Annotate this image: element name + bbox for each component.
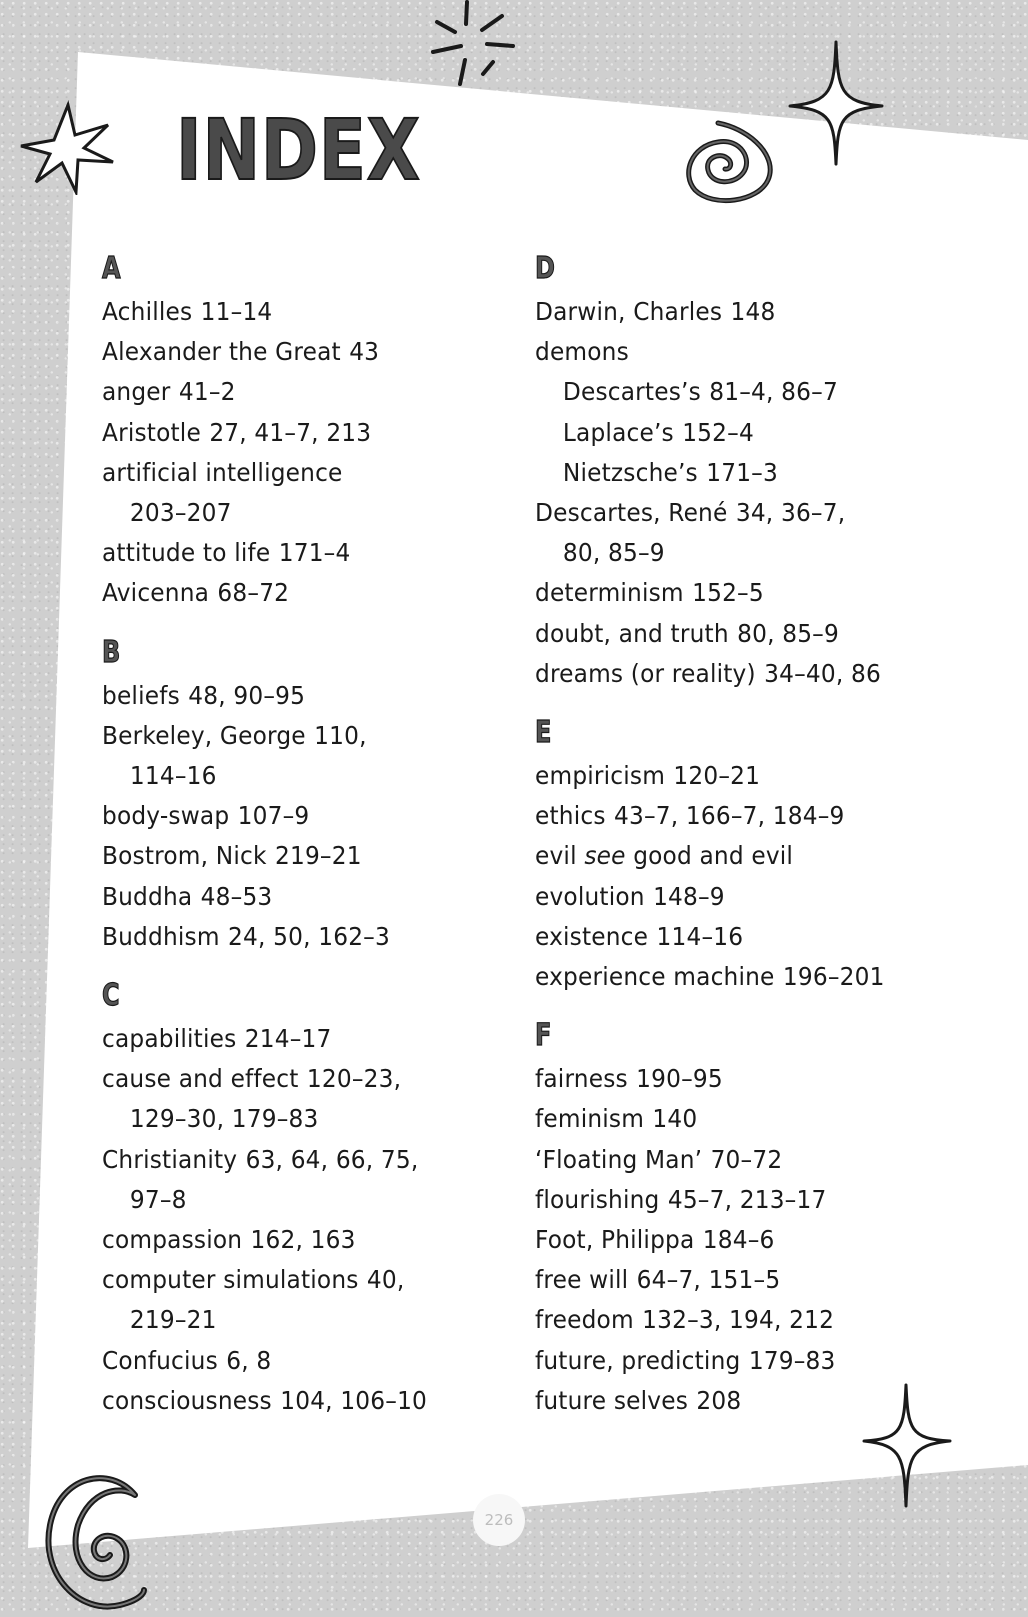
index-entry-continuation: 219–21 xyxy=(129,1305,217,1335)
index-entry-continuation: 129–30, 179–83 xyxy=(129,1104,319,1134)
index-entry-continuation: 203–207 xyxy=(129,498,232,528)
index-entry: demons xyxy=(535,337,629,367)
index-entry: Foot, Philippa 184–6 xyxy=(535,1225,775,1255)
index-column-right xyxy=(535,250,955,1441)
index-subentry: Laplace’s 152–4 xyxy=(562,417,754,447)
index-entry: existence 114–16 xyxy=(535,921,744,951)
section-letter: D xyxy=(535,251,555,286)
index-subentry: Descartes’s 81–4, 86–7 xyxy=(562,377,838,407)
index-entry: artificial intelligence xyxy=(102,457,343,487)
page-number: 226 xyxy=(484,1511,514,1529)
index-entry: dreams (or reality) 34–40, 86 xyxy=(535,658,881,688)
spiral-icon xyxy=(40,1465,150,1617)
index-entry: Confucius 6, 8 xyxy=(102,1345,272,1375)
index-entry: free will 64–7, 151–5 xyxy=(535,1265,781,1295)
index-entry-cross-reference: evil see good and evil xyxy=(535,841,794,871)
index-entry: beliefs 48, 90–95 xyxy=(102,680,306,710)
section-letter: E xyxy=(535,715,552,751)
index-entry: future, predicting 179–83 xyxy=(535,1345,836,1375)
index-section-d xyxy=(535,250,955,694)
index-section-b xyxy=(102,634,522,957)
page-title: INDEX xyxy=(176,101,421,199)
index-entry: computer simulations 40, xyxy=(102,1265,405,1295)
index-section-c xyxy=(102,977,522,1421)
index-entry: cause and effect 120–23, xyxy=(102,1064,402,1094)
index-entry: Buddha 48–53 xyxy=(102,881,273,911)
see-reference: see xyxy=(584,841,626,871)
section-letter: F xyxy=(535,1018,552,1054)
index-section-f xyxy=(535,1017,955,1421)
index-entry: determinism 152–5 xyxy=(535,578,764,608)
index-entry: doubt, and truth 80, 85–9 xyxy=(535,618,839,648)
index-entry: Avicenna 68–72 xyxy=(102,578,290,608)
index-entry: future selves 208 xyxy=(535,1385,742,1415)
index-entry-continuation: 114–16 xyxy=(129,761,217,791)
index-entry: Descartes, René 34, 36–7, xyxy=(535,498,846,528)
index-entry: Christianity 63, 64, 66, 75, xyxy=(102,1144,419,1174)
index-entry: Alexander the Great 43 xyxy=(102,337,380,367)
index-entry-continuation: 80, 85–9 xyxy=(562,538,665,568)
index-column-left xyxy=(102,250,522,1441)
index-entry: capabilities 214–17 xyxy=(102,1024,332,1054)
index-entry: anger 41–2 xyxy=(102,377,236,407)
four-point-star-icon xyxy=(788,40,884,166)
section-letter: C xyxy=(102,978,120,1014)
index-entry: evolution 148–9 xyxy=(535,881,725,911)
index-entry: Aristotle 27, 41–7, 213 xyxy=(102,417,372,447)
index-entry: Buddhism 24, 50, 162–3 xyxy=(102,921,390,951)
index-entry: Darwin, Charles 148 xyxy=(535,297,776,326)
sparkle-rays-icon xyxy=(425,0,520,90)
index-entry: consciousness 104, 106–10 xyxy=(102,1385,428,1415)
spiral-icon xyxy=(683,118,783,208)
index-entry: freedom 132–3, 194, 212 xyxy=(535,1305,835,1335)
index-entry: compassion 162, 163 xyxy=(102,1225,356,1255)
index-entry: experience machine 196–201 xyxy=(535,962,885,992)
starburst-icon xyxy=(18,100,118,195)
section-letter: B xyxy=(102,634,121,670)
index-entry: Bostrom, Nick 219–21 xyxy=(102,841,362,871)
index-entry: empiricism 120–21 xyxy=(535,761,761,791)
index-entry: ‘Floating Man’ 70–72 xyxy=(535,1144,783,1174)
index-entry-continuation: 97–8 xyxy=(129,1184,187,1214)
section-letter: A xyxy=(102,251,121,286)
index-section-e xyxy=(535,714,955,997)
index-entry: feminism 140 xyxy=(535,1104,698,1134)
index-entry: body-swap 107–9 xyxy=(102,801,310,831)
index-subentry: Nietzsche’s 171–3 xyxy=(562,457,778,487)
index-entry: attitude to life 171–4 xyxy=(102,538,351,568)
index-entry: ethics 43–7, 166–7, 184–9 xyxy=(535,801,845,831)
index-entry: Achilles 11–14 xyxy=(102,297,273,326)
index-entry: fairness 190–95 xyxy=(535,1064,723,1094)
index-entry: Berkeley, George 110, xyxy=(102,720,367,750)
index-section-a xyxy=(102,250,522,614)
page-number-badge xyxy=(473,1494,525,1546)
index-entry: flourishing 45–7, 213–17 xyxy=(535,1184,827,1214)
